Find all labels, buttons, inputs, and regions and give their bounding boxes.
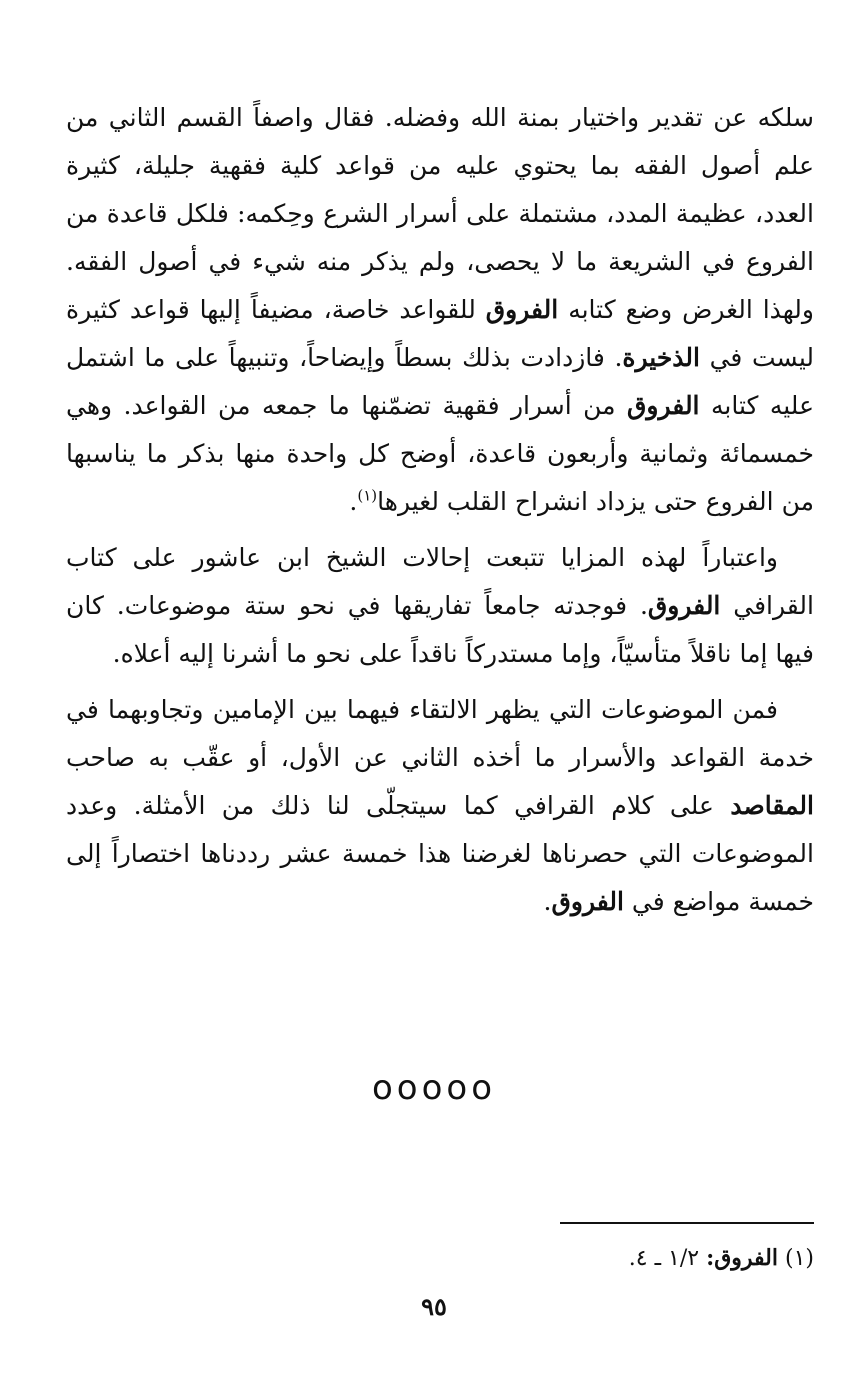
text-run: على كلام القرافي كما سيتجلّى لنا ذلك من الأمثلة. وعدد الموضوعات التي حصرناها لغرضنا هذا خمسة عشر رددناها اختصاراً إلى خمسة مواضع في [66,791,814,916]
bold-title: الذخيرة [622,343,700,372]
text-run: واعتباراً لهذه المزايا تتبعت إحالات الشيخ ابن عاشور على كتاب القرافي [66,543,814,620]
footnote-separator [560,1222,814,1224]
bold-title: الفروق [551,887,624,916]
footnote-title: الفروق: [706,1245,778,1271]
footnote-reference: ١/٢ ـ ٤. [628,1246,700,1271]
bold-title: الفروق [647,591,721,620]
text-run: سلكه عن تقدير واختيار بمنة الله وفضله. فقال واصفاً القسم الثاني من علم أصول الفقه بما يحتوي عليه من قواعد كلية فقهية جليلة، كثيرة العدد، عظيمة المدد، مشتملة على أسرار الشرع وحِكمه: فلكل قاعدة من الفروع في الشريعة ما لا يحصى، ولم يذكر منه شيء في أصول الفقه. ولهذا الغرض وضع كتابه [66,103,814,324]
text-run: . [349,487,358,516]
footnote-number: (١) [784,1246,814,1271]
footnote-marker: (١) [357,486,378,505]
text-run: فمن الموضوعات التي يظهر الالتقاء فيهما بين الإمامين وتجاوبهما في خدمة القواعد والأسرار ما أخذه الثاني عن الأول، أو عقّب به صاحب [66,695,814,772]
bold-title: الفروق [485,295,559,324]
section-divider-ornament: ooooo [371,1068,496,1108]
paragraph-2 [66,534,814,678]
bold-title: المقاصد [730,791,814,820]
text-run: . فوجدته جامعاً تفاريقها في نحو ستة موضوعات. كان فيها إما ناقلاً متأسيّاً، وإما مستدركاً ناقداً على نحو ما أشرنا إليه أعلاه. [66,591,814,668]
bold-title: الفروق [627,391,700,420]
paragraph-3 [66,686,814,926]
paragraph-1 [66,94,814,526]
text-run: للقواعد خاصة، مضيفاً إليها قواعد كثيرة ليست في [66,295,814,372]
footnote [300,1240,814,1277]
text-run: . فازدادت بذلك بسطاً وإيضاحاً، وتنبيهاً على ما اشتمل عليه كتابه [66,343,814,420]
page-number: ٩٥ [421,1292,447,1321]
text-run: . [543,887,552,916]
text-run: من أسرار فقهية تضمّنها ما جمعه من القواعد. وهي خمسمائة وثمانية وأربعون قاعدة، أوضح كل واحدة منها بذكر ما يناسبها من الفروع حتى يزداد انشراح القلب لغيرها [66,391,814,516]
main-text [66,94,814,934]
